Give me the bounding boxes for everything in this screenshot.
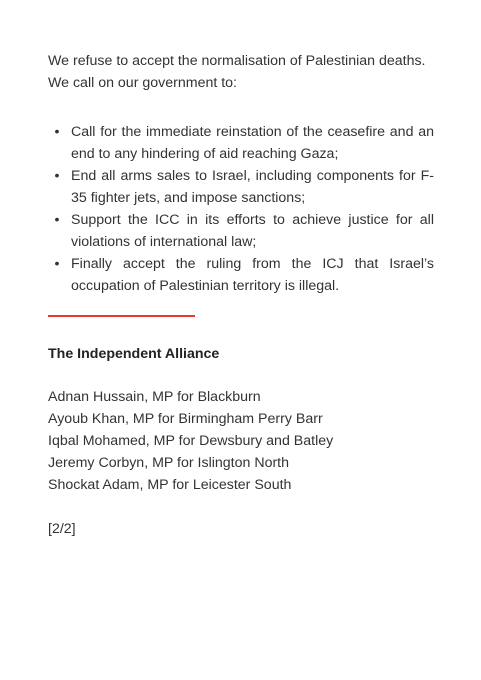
bullet-icon: • — [54, 212, 60, 228]
intro-line-1: We refuse to accept the normalisation of Palestinian deaths. — [48, 53, 426, 69]
demand-text: Call for the immediate reinstation of the ceasefire and an end to any hindering of aid reaching Gaza; — [71, 124, 434, 162]
demands-list — [48, 121, 434, 297]
bullet-icon: • — [54, 168, 60, 184]
demand-text: Support the ICC in its efforts to achieve justice for all violations of international law; — [71, 212, 434, 250]
list-item — [48, 253, 434, 297]
document-page — [48, 50, 434, 540]
bullet-icon: • — [54, 124, 60, 140]
list-item — [48, 165, 434, 209]
list-item — [48, 209, 434, 253]
signatory: Adnan Hussain, MP for Blackburn — [48, 389, 261, 405]
bullet-icon: • — [54, 256, 60, 272]
red-divider — [48, 315, 195, 317]
signatory: Ayoub Khan, MP for Birmingham Perry Barr — [48, 411, 323, 427]
signatory: Jeremy Corbyn, MP for Islington North — [48, 455, 290, 471]
page-number: [2/2] — [48, 521, 76, 537]
signatory: Shockat Adam, MP for Leicester South — [48, 477, 292, 493]
intro-paragraph — [48, 50, 434, 94]
intro-line-2: We call on our government to: — [48, 75, 238, 91]
list-item — [48, 121, 434, 165]
signatories-list — [48, 386, 434, 496]
demand-text: End all arms sales to Israel, including components for F-35 fighter jets, and impose sanctions; — [71, 168, 434, 206]
organisation-name: The Independent Alliance — [48, 346, 220, 362]
demand-text: Finally accept the ruling from the ICJ that Israel’s occupation of Palestinian territory is illegal. — [71, 256, 434, 294]
signatory: Iqbal Mohamed, MP for Dewsbury and Batley — [48, 433, 334, 449]
